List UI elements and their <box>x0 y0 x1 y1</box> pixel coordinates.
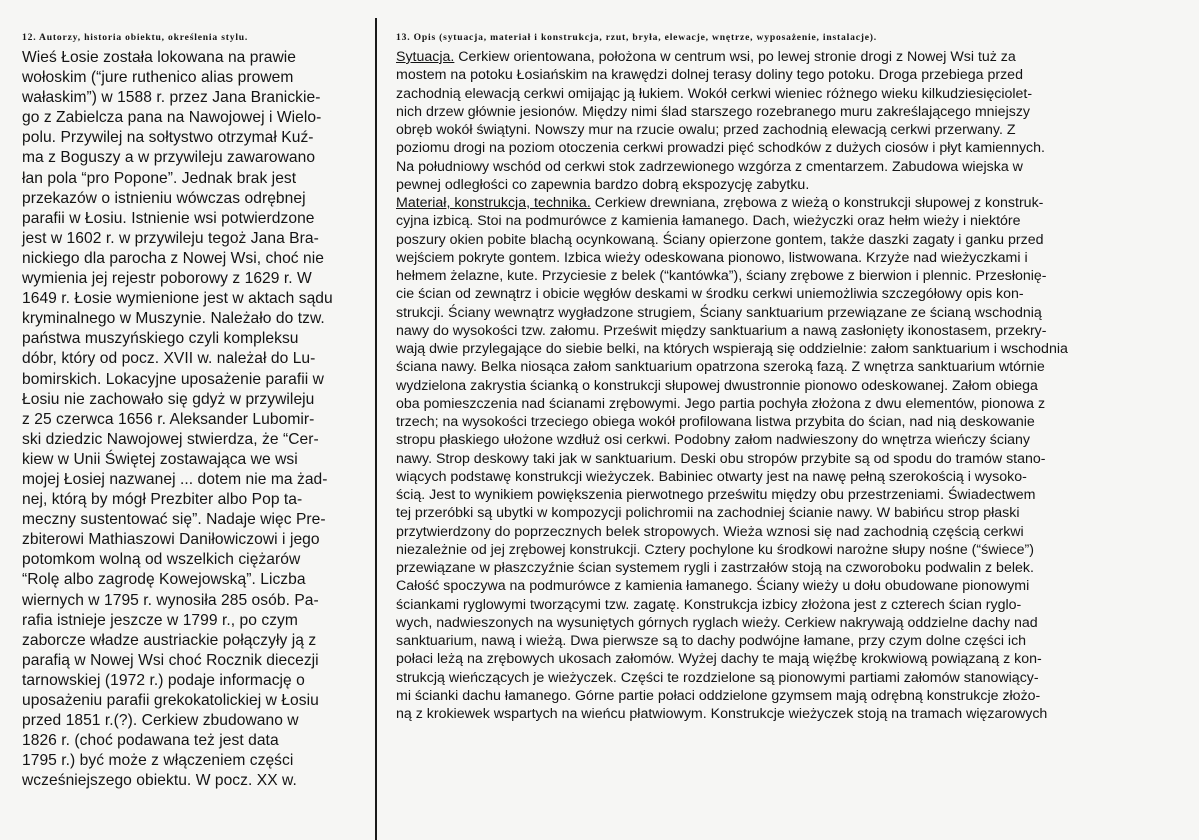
section-12-column <box>22 28 360 791</box>
section-13-column <box>396 28 1186 723</box>
section-13-heading: 13. Opis (sytuacja, materiał i konstrukcja, rzut, bryła, elewacje, wnętrze, wyposażenie, instalacje). <box>396 32 877 43</box>
column-divider <box>375 18 377 840</box>
material-text: Cerkiew drewniana, zrębowa z wieżą o konstrukcji słupowej z konstruk- cyjna izbicą. Stoi na podmurówce z kamienia łamanego. Dach, wieżyczki oraz hełm wieży i niektóre poszury okien pobite blachą ocynkowaną. Ściany opierzone gontem, także daszki zagaty i ganku przed wejściem pokryte gontem. Izbica wieży odeskowana pionowo, listwowana. Krzyże nad wieżyczkami i hełmem żelazne, kute. Przyciesie z belek (“kantówka”), ściany zrębowe z bierwion i plennic. Przesłonię- cie ścian od zewnątrz i obicie węgłów deskami w środku cerkwi uniemożliwia szczegółowy opis kon- strukcji. Ściany wewnątrz wygładzone strugiem, Ściany sanktuarium przewiązane ze ścianą wschodnią nawy do wysokości tzw. załomu. Prześwit między sanktuarium a nawą zasłonięty ikonostasem, przekry- wają dwie przylegające do siebie belki, na których wspierają się oddzielnie: załom sanktuarium i wschodnia ściana nawy. Belka niosąca załom sanktuarium opatrzona szeroką fazą. Z wnętrza sanktuarium wtórnie wydzielona zakrystia ścianką o konstrukcji słupowej dwustronnie pionowo odeskowanej. Załom obiega oba pomieszczenia nad ścianami zrębowymi. Jego partia pochyła złożona z dwu elementów, pionowa z trzech; na wysokości trzeciego obiega wokół profilowana listwa przybita do ścian, nad nią deskowanie stropu płaskiego ułożone wzdłuż osi cerkwi. Podobny załom nadwieszony do wnętrza wieńczy ściany nawy. Strop deskowy taki jak w sanktuarium. Deski obu stropów przybite są od spodu do tramów stano- wiących podstawę konstrukcji wieżyczek. Babiniec otwarty jest na nawę pełną szerokością i wysoko- ścią. Jest to wynikiem powiększenia pierwotnego prześwitu między obu przestrzeniami. Świadectwem tej przeróbki są ubytki w kompozycji polichromii na zachodniej ścianie nawy. W babińcu strop płaski przytwierdzony do poprzecznych belek stropowych. Wieża wznosi się nad zachodnią częścią cerkwi niezależnie od jej zrębowej konstrukcji. Cztery pochylone ku środkowi narożne słupy nośne (“świece”) przewiązane w płaszczyźnie ścian systemem rygli i zastrzałów stoją na czworoboku podwalin z belek. Całość spoczywa na podmurówce z kamienia łamanego. Ściany wieży u dołu obudowane pionowymi ściankami ryglowymi tworzącymi tzw. zagatę. Konstrukcja izbicy złożona jest z czterech ścian ryglo- wych, nadwieszonych na wysuniętych górnych ryglach wieży. Cerkiew nakrywają oddzielne dachy nad sanktuarium, nawą i wieżą. Dwa pierwsze są to dachy podwójne łamane, przy czym dolne części ich połaci leżą na zrębowych ukosach załomów. Wyżej dachy te mają więźbę krokwiową powiązaną z kon- strukcją wieńczących je wieżyczek. Części te rozdzielone są pionowymi partiami załomów stanowiący- mi ścianki dachu łamanego. Górne partie połaci oddzielone gzymsem mają odrębną konstrukcje złożo- ną z krokiewek wspartych na wieńcu płatwiowym. Konstrukcje wieżyczek stoją na tramach więzarowych <box>396 195 1068 722</box>
section-12-text: Wieś Łosie została lokowana na prawie wołoskim (“jure ruthenico alias prowem wałaskim”) w 1588 r. przez Jana Branickie- go z Zabielcza pana na Nawojowej i Wielo- polu. Przywilej na sołtystwo otrzymał Kuź- ma z Boguszy a w przywileju zawarowano łan pola “pro Popone”. Jednak brak jest przekazów o istnieniu wówczas odrębnej parafii w Łosiu. Istnienie wsi potwierdzone jest w 1602 r. w przywileju tegoż Jana Bra- nickiego dla parocha z Nowej Wsi, choć nie wymienia jej rejestr poborowy z 1629 r. W 1649 r. Łosie wymienione jest w aktach sądu kryminalnego w Muszynie. Należało do tzw. państwa muszyńskiego czyli kompleksu dóbr, który od pocz. XVII w. należał do Lu- bomirskich. Lokacyjne uposażenie parafii w Łosiu nie zachowało się gdyż w przywileju z 25 czerwca 1656 r. Aleksander Lubomir- ski dziedzic Nawojowej stwierdza, że “Cer- kiew w Unii Świętej zostawająca we wsi mojej Łosiej nazwanej ... dotem nie ma żad- nej, którą by mógł Prezbiter albo Pop ta- meczny sustentować się”. Nadaje więc Pre- zbiterowi Mathiaszowi Daniłowiczowi i jego potomkom wolną od wszelkich ciężarów “Rolę albo zagrodę Kowejowską”. Liczba wiernych w 1795 r. wynosiła 285 osób. Pa- rafia istnieje jeszcze w 1799 r., po czym zaborcze władze austriackie połączyły ją z parafią w Nowej Wsi choć Rocznik diecezji tarnowskiej (1972 r.) podaje informację o uposażeniu parafii grekokatolickiej w Łosiu przed 1851 r.(?). Cerkiew zbudowano w 1826 r. (choć podawana też jest data 1795 r.) być może z włączeniem części wcześniejszego obiektu. W pocz. XX w. <box>22 49 333 790</box>
section-12-heading: 12. Autorzy, historia obiektu, określenia stylu. <box>22 32 249 43</box>
sytuacja-text: Cerkiew orientowana, położona w centrum wsi, po lewej stronie drogi z Nowej Wsi tuż za mostem na potoku Łosiańskim na krawędzi dolnej terasy doliny tego potoku. Droga przebiega przed zachodnią elewacją cerkwi omijając ją łukiem. Wokół cerkwi wieniec różnego wieku kilkudziesięciolet- nich drzew głównie jesionów. Między nimi ślad starszego rozebranego muru zakreślającego mniejszy obręb wokół świątyni. Nowszy mur na rzucie owalu; przed zachodnią elewacją cerkwi przerwany. Z poziomu drogi na poziom otoczenia cerkwi prowadzi pięć schodków z dużych ciosów i płyt kamiennych. Na południowy wschód od cerkwi stok zadrzewionego wzgórza z cmentarzem. Zabudowa wiejska w pewnej odległości co zapewnia bardzo dobrą ekspozycję zabytku. <box>396 49 1045 193</box>
section-13-text <box>396 48 1186 723</box>
material-label: Materiał, konstrukcja, technika. <box>396 195 591 211</box>
sytuacja-label: Sytuacja. <box>396 49 455 65</box>
